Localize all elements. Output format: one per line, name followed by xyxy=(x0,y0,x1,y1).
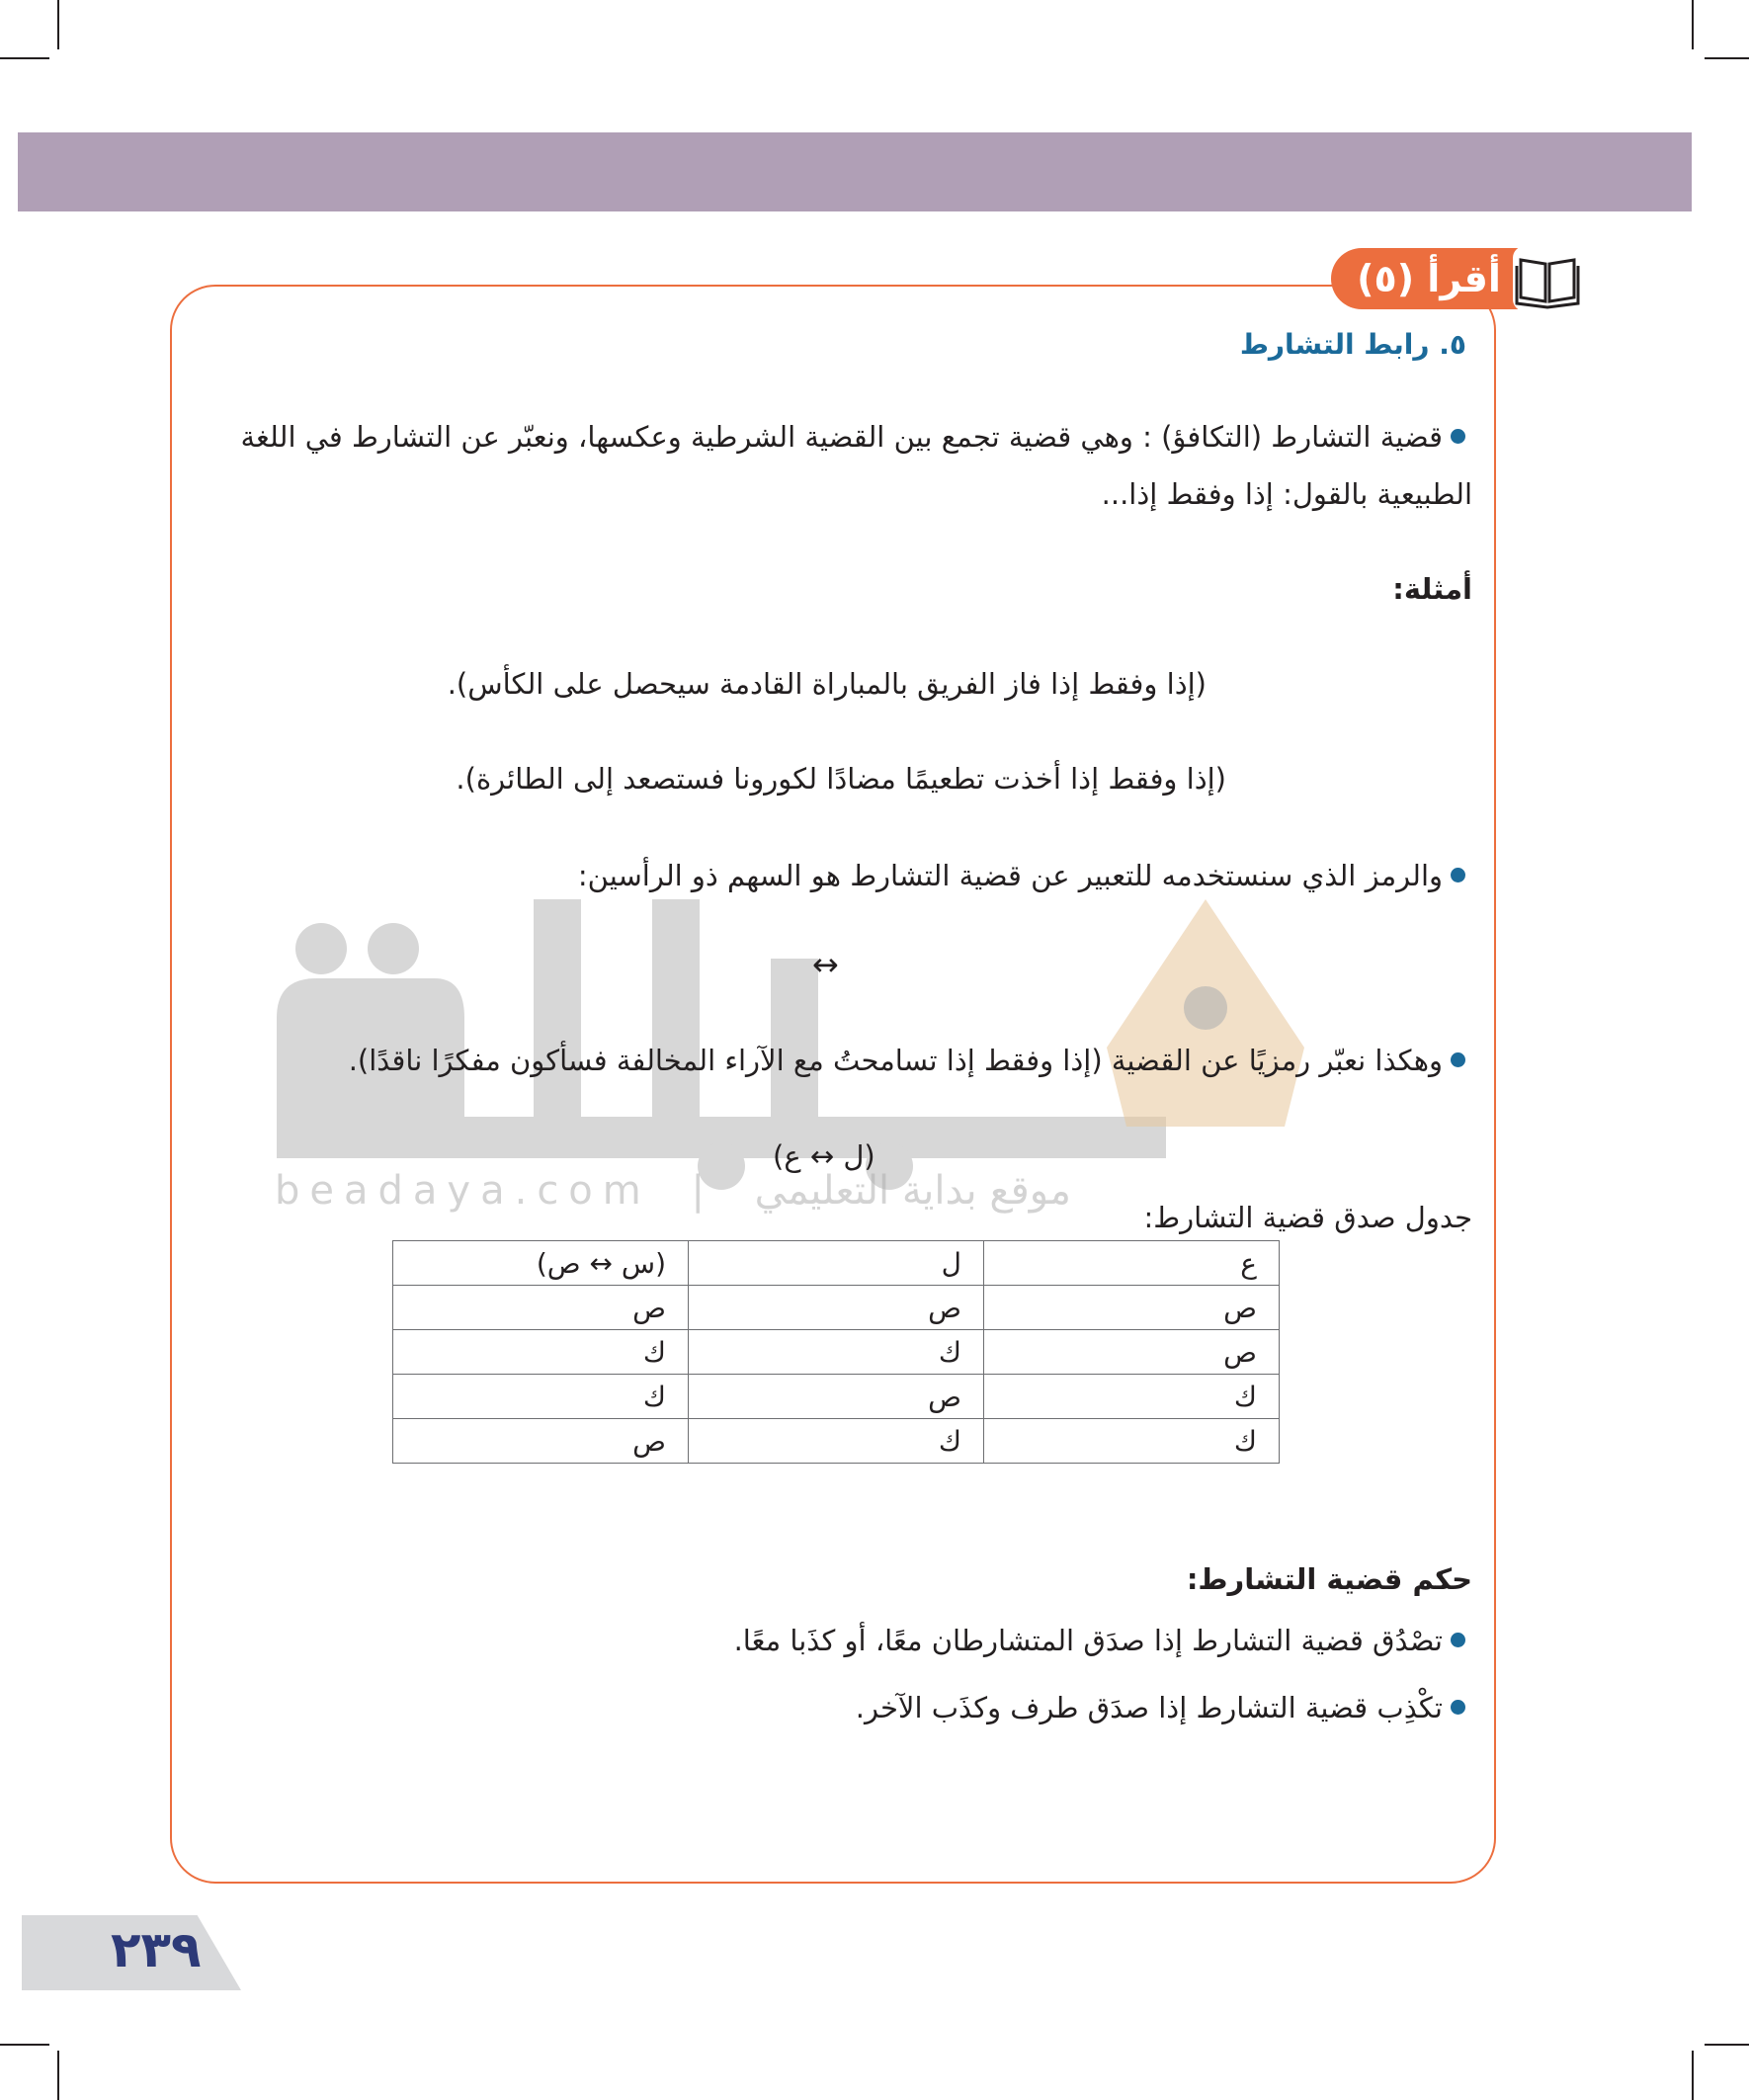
crop-mark xyxy=(1705,2044,1749,2046)
table-row xyxy=(393,1419,1280,1464)
symbol-description: والرمز الذي سنستخدمه للتعبير عن قضية التشارط هو السهم ذو الرأسين: xyxy=(577,859,1443,892)
table-header-row xyxy=(393,1241,1280,1286)
read-badge-label: أقرأ (٥) xyxy=(1357,257,1501,300)
open-book-icon xyxy=(1513,246,1582,311)
crop-mark xyxy=(1692,2051,1694,2100)
intro-line-2: الطبيعية بالقول: إذا وفقط إذا... xyxy=(1101,477,1472,511)
table-row xyxy=(393,1330,1280,1375)
crop-mark xyxy=(57,0,59,49)
table-cell: ص xyxy=(393,1419,689,1464)
table-row xyxy=(393,1286,1280,1330)
crop-mark xyxy=(57,2051,59,2100)
watermark-text xyxy=(275,1168,1071,1214)
table-cell: ك xyxy=(984,1419,1280,1464)
rule-title: حكم قضية التشارط: xyxy=(1186,1562,1472,1596)
table-cell: ك xyxy=(984,1375,1280,1419)
crop-mark xyxy=(1705,57,1749,59)
bullet-icon xyxy=(1451,429,1465,444)
rule-item: تصْدُق قضية التشارط إذا صدَق المتشارطان معًا، أو كذَبا معًا. xyxy=(733,1624,1443,1657)
examples-label: أمثلة: xyxy=(1392,572,1472,606)
page-number: ٢٣٩ xyxy=(111,1921,202,1978)
table-cell: ص xyxy=(689,1286,984,1330)
bullet-icon xyxy=(1451,1633,1465,1647)
watermark-arabic: موقع بداية التعليمي xyxy=(754,1168,1071,1214)
watermark-latin: beadaya.com xyxy=(275,1168,651,1214)
intro-line-1: قضية التشارط (التكافؤ) : وهي قضية تجمع بين القضية الشرطية وعكسها، ونعبّر عن التشارط في اللغة xyxy=(240,420,1443,454)
crop-mark xyxy=(1692,0,1694,49)
example-item: (إذا وفقط إذا أخذت تطعيمًا مضادًا لكورونا فستصعد إلى الطائرة). xyxy=(456,762,1226,796)
table-row xyxy=(393,1375,1280,1419)
table-cell: ص xyxy=(393,1286,689,1330)
header-band xyxy=(18,132,1692,211)
table-cell: ك xyxy=(393,1330,689,1375)
section-title: ٥. رابط التشارط xyxy=(1239,328,1466,361)
table-cell: ك xyxy=(689,1419,984,1464)
table-header-cell: ل xyxy=(689,1241,984,1286)
read-badge xyxy=(1331,248,1527,309)
symbolic-formula: (ل ↔ ع) xyxy=(773,1139,875,1173)
table-header-cell: ع xyxy=(984,1241,1280,1286)
table-caption: جدول صدق قضية التشارط: xyxy=(1143,1201,1472,1234)
table-cell: ص xyxy=(984,1286,1280,1330)
truth-table xyxy=(392,1240,1280,1464)
biconditional-arrow: ↔ xyxy=(812,946,839,983)
table-header-cell: (س ↔ ص) xyxy=(393,1241,689,1286)
crop-mark xyxy=(0,2044,49,2046)
table-cell: ص xyxy=(984,1330,1280,1375)
table-cell: ص xyxy=(689,1375,984,1419)
table-cell: ك xyxy=(689,1330,984,1375)
example-item: (إذا وفقط إذا فاز الفريق بالمباراة القادمة سيحصل على الكأس). xyxy=(447,667,1207,701)
watermark-separator: | xyxy=(691,1168,714,1214)
crop-mark xyxy=(0,57,49,59)
symbolic-description: وهكذا نعبّر رمزيًا عن القضية (إذا وفقط إذا تسامحتُ مع الآراء المخالفة فسأكون مفكرًا ناقدًا). xyxy=(348,1044,1443,1077)
bullet-icon xyxy=(1451,1052,1465,1067)
bullet-icon xyxy=(1451,868,1465,882)
rule-item: تكْذِب قضية التشارط إذا صدَق طرف وكذَب الآخر. xyxy=(855,1691,1443,1724)
bullet-icon xyxy=(1451,1700,1465,1715)
table-cell: ك xyxy=(393,1375,689,1419)
